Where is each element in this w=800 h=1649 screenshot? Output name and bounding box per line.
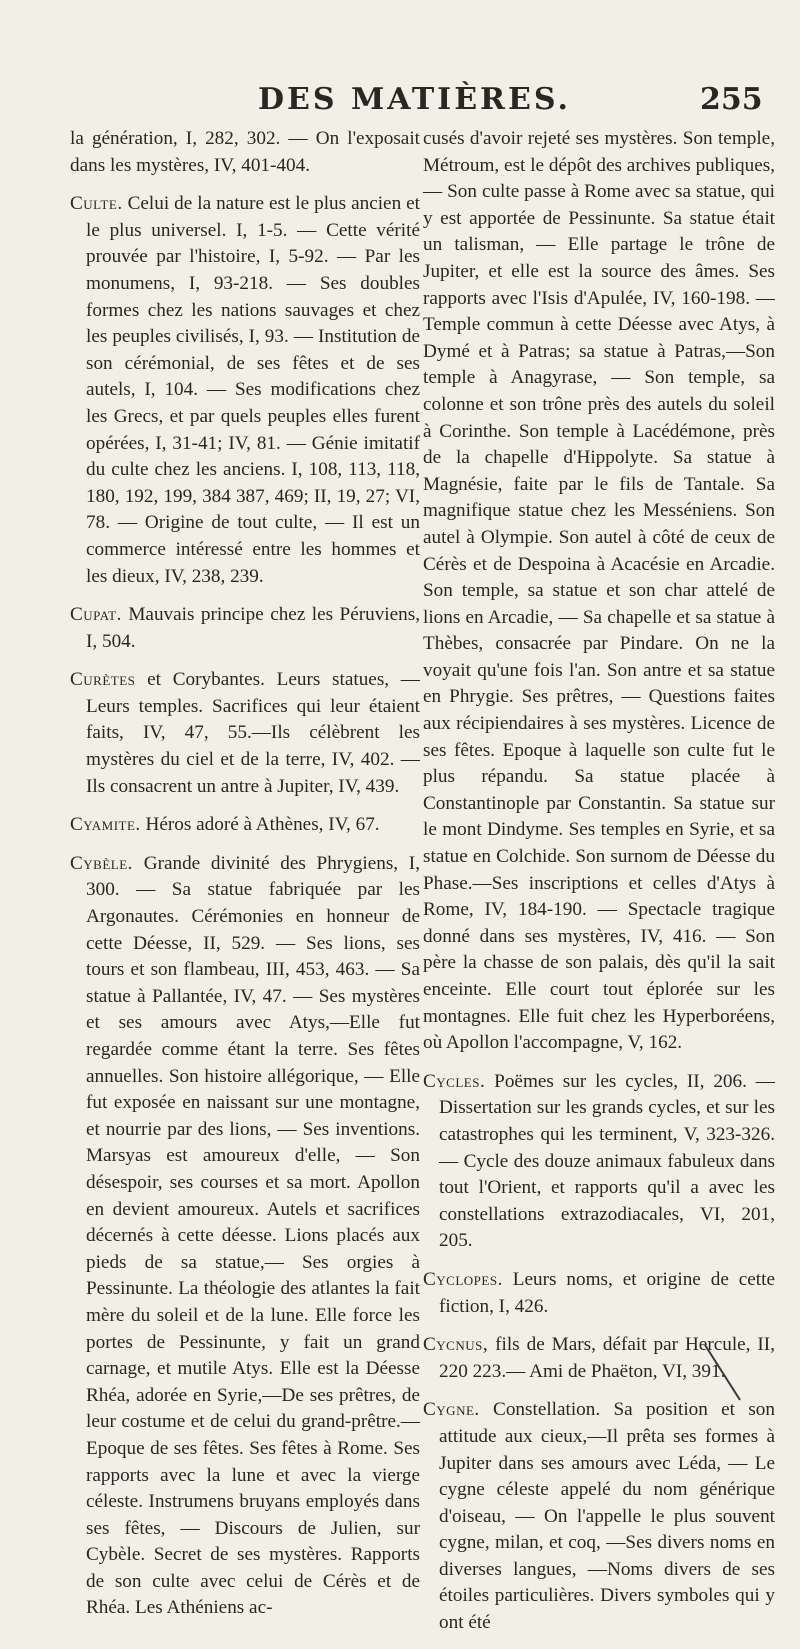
index-entry: la génération, I, 282, 302. — On l'exposait dans les mystères, IV, 401-404. (70, 128, 420, 176)
pencil-stroke-mark (700, 1340, 750, 1410)
index-entry: Cupat. Mauvais principe chez les Péruviens, I, 504. (70, 604, 420, 652)
index-entry: Cyclopes. Leurs noms, et origine de cette fiction, I, 426. (423, 1268, 775, 1317)
index-entry: Culte. Celui de la nature est le plus ancien et le plus universel. I, 1-5. — Cette vérité prouvée par l'histoire, I, 5-92. — Par les monumens, I, 93-218. — Ses doubles formes chez les nations sauvages et chez les peuples civilisés, I, 93. — Institution de son cérémonial, de ses fêtes et de ses autels, I, 104. — Ses modifications chez les Grecs, et par quels peuples elles furent opérées, I, 31-41; IV, 81. — Génie imitatif du culte chez les anciens. I, 108, 113, 118, 180, 192, 199, 384 387, 469; II, 19, 27; VI, 78. — Origine de tout culte, — Il est un commerce intéressé entre les hommes et les dieux, IV, 238, 239. (70, 193, 420, 587)
index-entry: Cycnus, fils de Mars, défait par Hercule, II, 220 223.— Ami de Phaëton, VI, 391. (423, 1334, 775, 1382)
page-number: 255 (700, 82, 763, 117)
index-entry: Cybèle. Grande divinité des Phrygiens, I, 300. — Sa statue fabriquée par les Argonautes. Cérémonies en honneur de cette Déesse, II, 529. — Ses lions, ses tours et son flambeau, III, 453, 463. — Sa statue à Pallantée, IV, 47. — Ses mystères et ses amours avec Atys,—Elle fut regardée comme étant la terre. Ses fêtes annuelles. Son histoire allégorique, — Elle fut exposée en naissant sur une montagne, et nourrie par des lions, — Ses inventions. Marsyas est amoureux d'elle, — Son désespoir, ses courses et sa mort. Apollon en devient amoureux. Autels et sacrifices décernés à cette déesse. Lions placés aux pieds de sa statue,— Ses orgies à Pessinunte. La théologie des atlantes la fait mère du soleil et de la lune. Elle force les portes de Pessinunte, y fait un grand carnage, et mutile Atys. Elle est la Déesse Rhéa, adorée en Syrie,—De ses prêtres, de leur costume et de celui du grand-prêtre.—Epoque de ses fêtes. Ses fêtes à Rome. Ses rapports avec la lune et avec la vierge céleste. Instrumens bruyans employés dans ses fêtes, — Discours de Julien, sur Cybèle. Secret de ses mystères. Rapports de son culte avec celui de Cérès et de Rhéa. Les Athéniens ac- (70, 852, 420, 1619)
right-column (423, 126, 775, 1649)
index-entry: Cyamite. Héros adoré à Athènes, IV, 67. (70, 814, 380, 836)
page-header (0, 82, 800, 122)
index-entry: cusés d'avoir rejeté ses mystères. Son temple, Métroum, est le dépôt des archives publiques, — Son culte passe à Rome avec sa statue, qui y est apportée de Pessinunte. Sa statue était un talisman, — Elle partage le trône de Jupiter, et elle est la source des âmes. Ses rapports avec l'Isis d'Apulée, IV, 160-198. — Temple commun à cette Déesse avec Atys, à Dymé et à Patras; sa statue à Patras,—Son temple à Anagyrase, — Son temple, sa colonne et son trône près des autels du soleil à Corinthe. Son temple à Lacédémone, près de la chapelle d'Hippolyte. Sa statue à Magnésie, faite par le fils de Tantale. Sa magnifique statue chez les Messéniens. Son autel à Olympie. Son autel à côté de ceux de Cérès et de Despoina à Acacésie en Arcadie. Son temple, sa statue et son char attelé de lions en Arcadie, — Sa chapelle et sa statue à Thèbes, consacrée par Pindare. On ne la voyait qu'une fois l'an. Son antre et sa statue en Phrygie. Ses prêtres, — Questions faites aux récipiendaires à ses mystères. Licence de ses fêtes. Epoque à laquelle son culte fut le plus répandu. Sa statue placée à Constantinople par Constantin. Sa statue sur le mont Dindyme. Ses temples en Syrie, et sa statue en Colchide. Son surnom de Déesse du Phase.—Ses inscriptions et celles d'Atys à Rome, IV, 184-190. — Spectacle tragique donné dans ses mystères, IV, 416. — Son père la chasse de son palais, dès qu'il la sait enceinte. Elle court tout éplorée sur les montagnes. Elle fuit chez les Hyperboréens, où Apollon l'accompagne, V, 162. (423, 128, 775, 1054)
index-entry: Curètes et Corybantes. Leurs statues, — Leurs temples. Sacrifices qui leur étaient faits, IV, 47, 55.—Ils célèbrent les mystères du ciel et de la terre, IV, 402. — Ils consacrent un antre à Jupiter, IV, 439. (70, 669, 420, 797)
index-entry: Cycles. Poëmes sur les cycles, II, 206. — Dissertation sur les grands cycles, et sur les catastrophes qui les terminent, V, 323-326. — Cycle des douze animaux fabuleux dans tout l'Orient, et rapports qu'il a avec les constellations extrazodiacales, VI, 201, 205. (423, 1070, 775, 1252)
index-entry: Cygne. Constellation. Sa position et son attitude aux cieux,—Il prêta ses formes à Jupiter dans ses amours avec Léda, — Le cygne céleste appelé du nom générique d'oiseau, — On l'appelle le plus souvent cygne, milan, et coq, —Ses divers noms en diverses langues, —Noms divers de ses étoiles particulières. Divers symboles qui y ont été (423, 1399, 775, 1634)
left-column (70, 126, 420, 1634)
running-title: DES MATIÈRES. (258, 82, 571, 117)
